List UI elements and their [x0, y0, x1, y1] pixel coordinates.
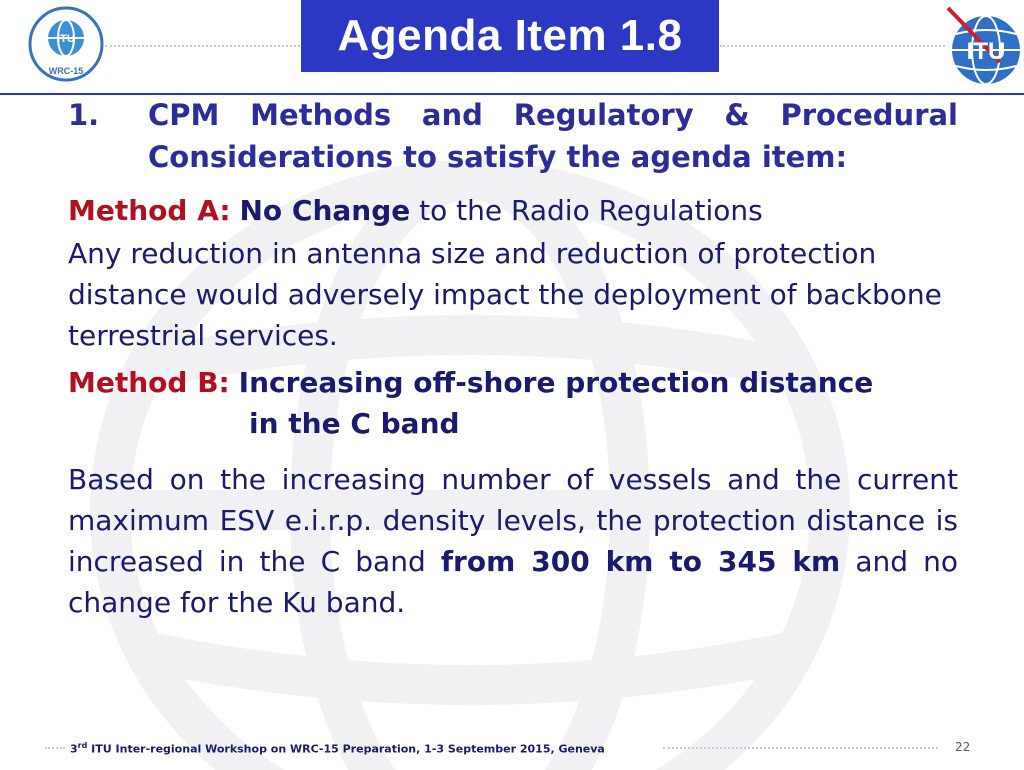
method-a-rest: to the Radio Regulations — [410, 194, 763, 227]
method-b-label: Method B: — [68, 366, 230, 399]
section-title-line2: Considerations to satisfy the agenda item: — [148, 140, 848, 174]
footer-dotted-right — [663, 747, 938, 749]
header-dotted-left — [105, 45, 300, 47]
method-b-description — [68, 459, 958, 623]
logo-left-text: ITU — [57, 33, 75, 45]
section-title — [148, 94, 958, 178]
slide-title: Agenda Item 1.8 — [337, 11, 683, 60]
footer-caption: ITU Inter-regional Workshop on WRC-15 Preparation, 1-3 September 2015, Geneva — [87, 742, 605, 756]
page-number: 22 — [955, 740, 971, 754]
method-b-heading — [68, 362, 958, 403]
slide-footer — [0, 735, 1024, 768]
slide-header — [0, 0, 1024, 95]
based-emphasis: from 300 km to 345 km — [440, 545, 841, 578]
logo-left-ring-text: WRC-15 — [48, 66, 84, 76]
section-heading — [68, 94, 958, 178]
footer-ordinal-sup: rd — [77, 741, 88, 750]
footer-ordinal-num: 3 — [70, 742, 78, 756]
based-part1: Based on the increasing number of vessels and the current maximum ESV e.i.r.p. density levels, the protection distance is increased in the C band — [68, 463, 958, 578]
footer-dotted-left — [45, 747, 65, 749]
header-dotted-right — [720, 45, 945, 47]
section-number: 1. — [68, 98, 100, 132]
method-b-title-line1: Increasing off-shore protection distance — [238, 366, 874, 399]
based-part2: and no change for the Ku band. — [68, 545, 958, 619]
wrc15-logo-icon — [26, 4, 106, 84]
footer-text — [70, 741, 605, 756]
method-a-heading — [68, 190, 958, 231]
method-b-title-line2: in the C band — [249, 407, 460, 440]
slide-content — [68, 96, 958, 623]
method-a-emphasis: No Change — [239, 194, 411, 227]
itu-logo-icon — [940, 2, 1024, 92]
logo-right-text: ITU — [966, 38, 1006, 65]
method-a-label: Method A: — [68, 194, 231, 227]
section-title-line1: CPM Methods and Regulatory & Procedural — [148, 98, 958, 132]
title-box — [301, 0, 719, 72]
method-a-description: Any reduction in antenna size and reduction of protection distance would adversely impact the deployment of backbone terrestrial services. — [68, 237, 942, 352]
